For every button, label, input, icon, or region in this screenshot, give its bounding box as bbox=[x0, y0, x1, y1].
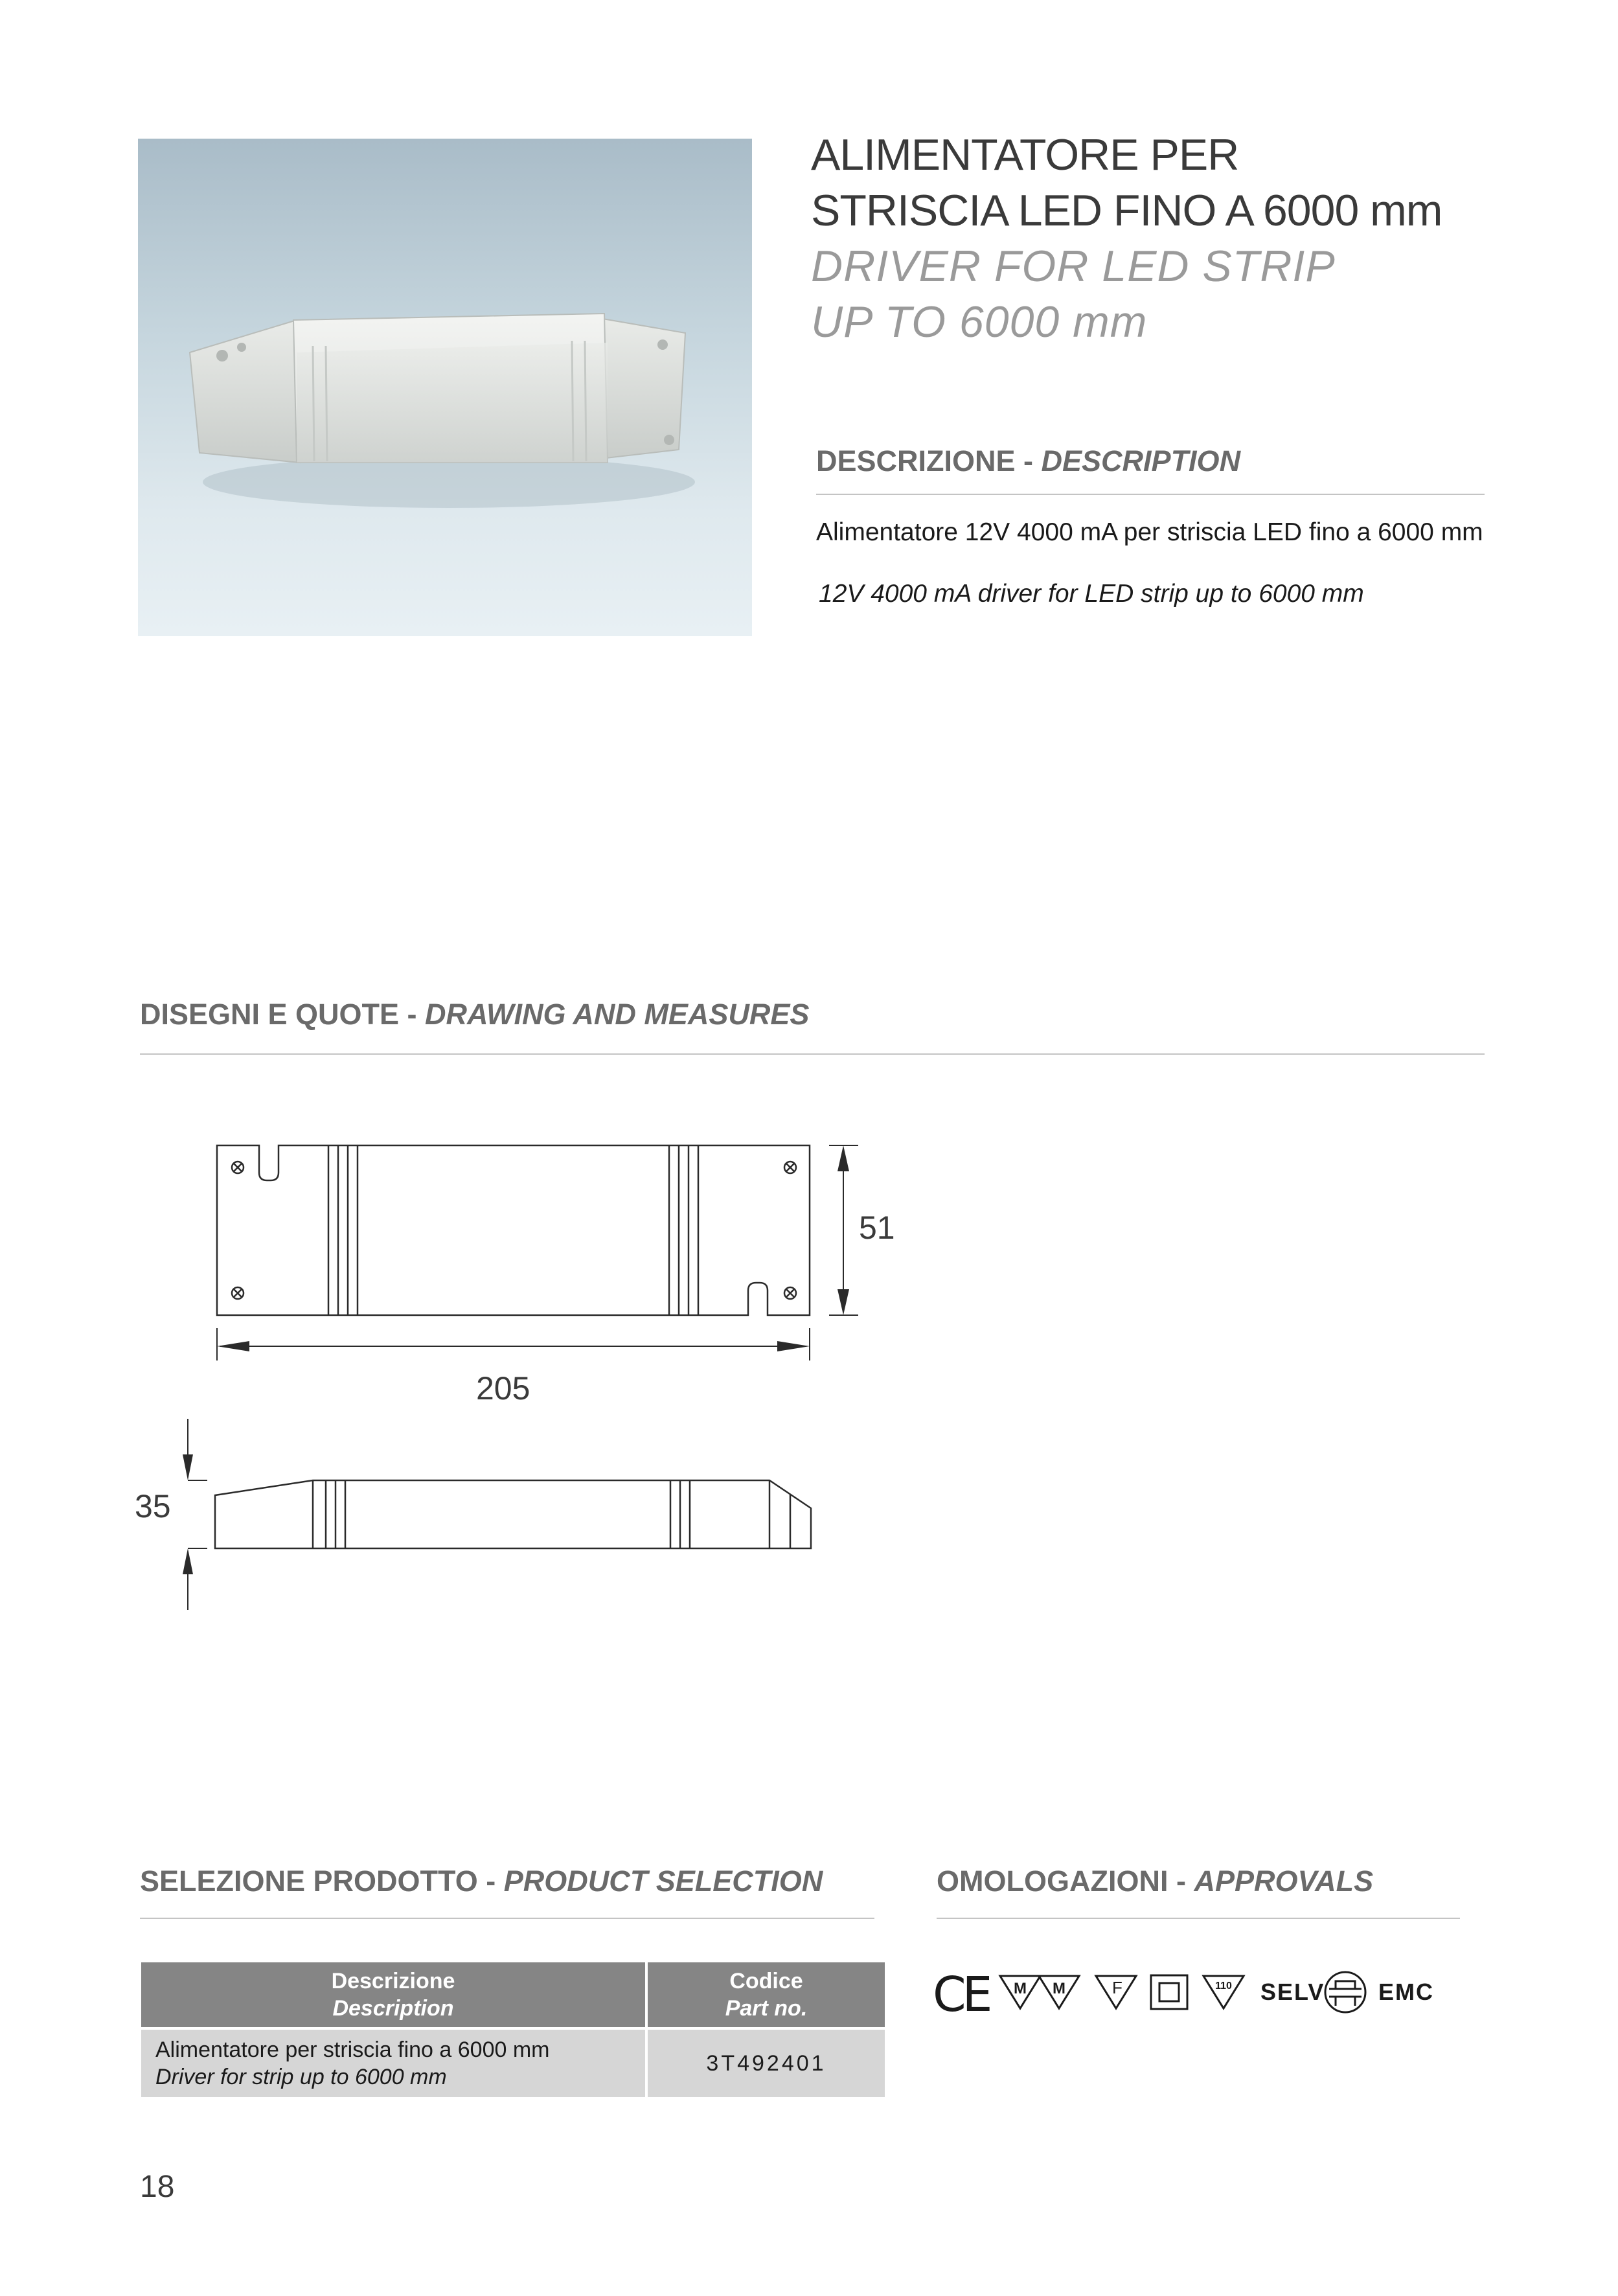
f-mark: F bbox=[1112, 1978, 1122, 1997]
col-description-en: Description bbox=[332, 1996, 454, 2021]
description-rule bbox=[816, 494, 1485, 495]
approval-marks bbox=[933, 1969, 1477, 2028]
selv-transformer-icon bbox=[1323, 1969, 1368, 2015]
top-view-outline bbox=[217, 1145, 810, 1315]
temperature-triangle-icon bbox=[1201, 1972, 1246, 2011]
side-view-outline bbox=[215, 1480, 811, 1548]
dim-depth-label: 35 bbox=[135, 1488, 171, 1524]
description-text-en: 12V 4000 mA driver for LED strip up to 6000 mm bbox=[819, 580, 1364, 608]
title-it-line2: STRISCIA LED FINO A 6000 mm bbox=[811, 186, 1442, 235]
approvals-heading-it: OMOLOGAZIONI - bbox=[937, 1865, 1194, 1898]
mm-mark-1: M bbox=[1014, 1980, 1027, 1997]
col-code-en: Part no. bbox=[725, 1996, 808, 2021]
description-heading bbox=[816, 444, 1240, 478]
page-number: 18 bbox=[140, 2170, 175, 2204]
driver-illustration bbox=[138, 139, 752, 636]
col-description-header bbox=[141, 1962, 645, 2027]
col-code-header bbox=[648, 1962, 885, 2027]
drawing-rule bbox=[140, 1053, 1485, 1055]
description-heading-en: DESCRIPTION bbox=[1041, 444, 1241, 477]
product-photo bbox=[138, 139, 752, 636]
table-row bbox=[141, 2030, 885, 2097]
selection-heading-it: SELEZIONE PRODOTTO - bbox=[140, 1865, 504, 1898]
temperature-mark: 110 bbox=[1215, 1980, 1232, 1992]
ce-mark-icon: CE bbox=[933, 1967, 989, 2023]
approvals-rule bbox=[937, 1918, 1460, 1919]
mm-mark-2: M bbox=[1053, 1980, 1065, 1997]
col-description-it: Descrizione bbox=[331, 1969, 455, 1993]
row-description-it: Alimentatore per striscia fino a 6000 mm bbox=[155, 2038, 550, 2062]
row-description-cell bbox=[141, 2030, 645, 2097]
selection-rule bbox=[140, 1918, 874, 1919]
class-ii-icon bbox=[1149, 1973, 1189, 2011]
emc-label: EMC bbox=[1378, 1979, 1434, 2005]
title-en-line1: DRIVER FOR LED STRIP bbox=[811, 242, 1336, 291]
row-description-en: Driver for strip up to 6000 mm bbox=[155, 2065, 447, 2089]
dim-length-label: 205 bbox=[476, 1370, 530, 1406]
title-it-line1: ALIMENTATORE PER bbox=[811, 130, 1239, 179]
dim-height-label: 51 bbox=[859, 1210, 895, 1246]
f-triangle-icon bbox=[1093, 1972, 1139, 2011]
technical-drawing bbox=[117, 1114, 959, 1633]
product-table bbox=[139, 1960, 887, 2100]
drawing-heading bbox=[140, 998, 809, 1031]
mm-triangle-icon-2 bbox=[1036, 1972, 1082, 2011]
col-code-it: Codice bbox=[729, 1969, 803, 1993]
drawing-heading-en: DRAWING AND MEASURES bbox=[425, 998, 810, 1031]
description-text-it: Alimentatore 12V 4000 mA per striscia LED fino a 6000 mm bbox=[816, 518, 1483, 546]
approvals-heading bbox=[937, 1865, 1373, 1898]
title-en-line2: UP TO 6000 mm bbox=[811, 297, 1148, 347]
selection-heading-en: PRODUCT SELECTION bbox=[503, 1865, 823, 1898]
description-heading-it: DESCRIZIONE - bbox=[816, 444, 1042, 477]
selv-label: SELV bbox=[1260, 1979, 1325, 2005]
selection-heading bbox=[140, 1865, 823, 1898]
drawing-heading-it: DISEGNI E QUOTE - bbox=[140, 998, 426, 1031]
table-header-row bbox=[141, 1962, 885, 2027]
approvals-heading-en: APPROVALS bbox=[1194, 1865, 1374, 1898]
product-title bbox=[811, 127, 1442, 350]
row-code-cell: 3T492401 bbox=[648, 2030, 885, 2097]
